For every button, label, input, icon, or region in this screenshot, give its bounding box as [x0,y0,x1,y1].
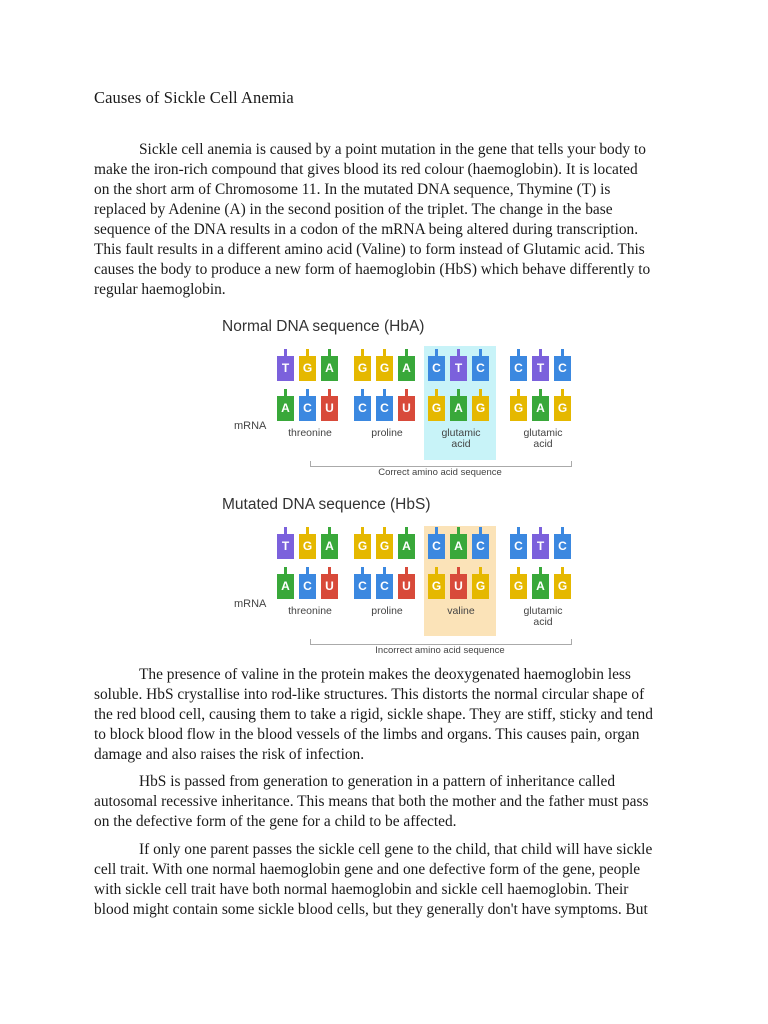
paragraph-trait: If only one parent passes the sickle cell gene to the child, that child will have sickle cell trait. With one normal haemoglobin gene and one defective form of the gene, people with sickle cell trait have both normal haemoglobin and sickle cell haemoglobin. Their blood might contain some sickle blood cells, but they generally don't have symptoms. But [94,841,653,918]
codon-group [428,356,494,456]
amino-acid-label: threonine [288,427,332,439]
nucleotide-C: C [376,574,393,599]
amino-acid-label: glutamic acid [441,427,481,450]
diagram-title: Normal DNA sequence (HbA) [222,318,425,335]
nucleotide-U: U [321,396,338,421]
amino-acid-label: glutamic acid [523,605,563,628]
nucleotide-G: G [510,574,527,599]
nucleotide-C: C [428,356,445,381]
nucleotide-A: A [532,396,549,421]
nucleotide-C: C [376,396,393,421]
nucleotide-G: G [554,574,571,599]
codon-group [277,356,343,456]
nucleotide-T: T [532,356,549,381]
nucleotide-G: G [299,534,316,559]
sequence-caption: Incorrect amino acid sequence [375,645,505,656]
amino-acid-label: glutamic acid [523,427,563,450]
diagram-title: Mutated DNA sequence (HbS) [222,496,431,513]
nucleotide-C: C [299,574,316,599]
codon-group [277,534,343,634]
nucleotide-U: U [321,574,338,599]
nucleotide-G: G [472,396,489,421]
nucleotide-C: C [472,356,489,381]
nucleotide-G: G [554,396,571,421]
nucleotide-A: A [398,356,415,381]
amino-acid-label: proline [371,427,403,439]
nucleotide-C: C [428,534,445,559]
nucleotide-A: A [450,534,467,559]
nucleotide-A: A [277,396,294,421]
nucleotide-A: A [398,534,415,559]
codon-group [428,534,494,634]
normal-dna-diagram [222,318,582,478]
mutated-dna-diagram [222,496,582,656]
nucleotide-A: A [321,356,338,381]
mrna-label: mRNA [234,420,267,432]
sequence-caption: Correct amino acid sequence [378,467,502,478]
nucleotide-C: C [510,534,527,559]
nucleotide-G: G [428,396,445,421]
codon-group [510,534,576,634]
nucleotide-G: G [299,356,316,381]
mrna-label: mRNA [234,598,267,610]
nucleotide-C: C [510,356,527,381]
nucleotide-T: T [450,356,467,381]
paragraph-cause: Sickle cell anemia is caused by a point mutation in the gene that tells your body to make the iron-rich compound that gives blood its red colour (haemoglobin). It is located on the short arm of Chromosome 11. In the mutated DNA sequence, Thymine (T) is replaced by Adenine (A) in the second position of the triplet. The change in the base sequence of the DNA results in a codon of the mRNA being altered during transcription. This fault results in a different amino acid (Valine) to form instead of Glutamic acid. This causes the body to produce a new form of haemoglobin (HbS) which behave differently to regular haemoglobin. [94,141,651,298]
nucleotide-G: G [510,396,527,421]
nucleotide-A: A [532,574,549,599]
paragraph-inheritance: HbS is passed from generation to generation in a pattern of inheritance called autosomal recessive inheritance. This means that both the mother and the father must pass on the defective form of the gene for a child to be affected. [94,773,649,830]
nucleotide-U: U [398,396,415,421]
nucleotide-C: C [554,534,571,559]
codon-group [510,356,576,456]
amino-acid-label: threonine [288,605,332,617]
nucleotide-U: U [450,574,467,599]
nucleotide-T: T [277,534,294,559]
amino-acid-label: valine [447,605,475,617]
nucleotide-C: C [299,396,316,421]
nucleotide-C: C [472,534,489,559]
nucleotide-G: G [472,574,489,599]
nucleotide-G: G [354,356,371,381]
nucleotide-U: U [398,574,415,599]
paragraph-effects: The presence of valine in the protein makes the deoxygenated haemoglobin less soluble. HbS crystallise into rod-like structures. This distorts the normal circular shape of the red blood cell, causing them to take a rigid, sickle shape. They are stiff, sticky and tend to block blood flow in the blood vessels of the limbs and organs. This causes pain, organ damage and also raises the risk of infection. [94,666,653,763]
nucleotide-T: T [277,356,294,381]
nucleotide-G: G [428,574,445,599]
codon-group [354,534,420,634]
nucleotide-C: C [554,356,571,381]
nucleotide-G: G [376,534,393,559]
nucleotide-C: C [354,396,371,421]
document-title: Causes of Sickle Cell Anemia [94,88,294,107]
nucleotide-C: C [354,574,371,599]
nucleotide-A: A [450,396,467,421]
nucleotide-G: G [376,356,393,381]
nucleotide-T: T [532,534,549,559]
amino-acid-label: proline [371,605,403,617]
codon-group [354,356,420,456]
nucleotide-G: G [354,534,371,559]
nucleotide-A: A [277,574,294,599]
nucleotide-A: A [321,534,338,559]
